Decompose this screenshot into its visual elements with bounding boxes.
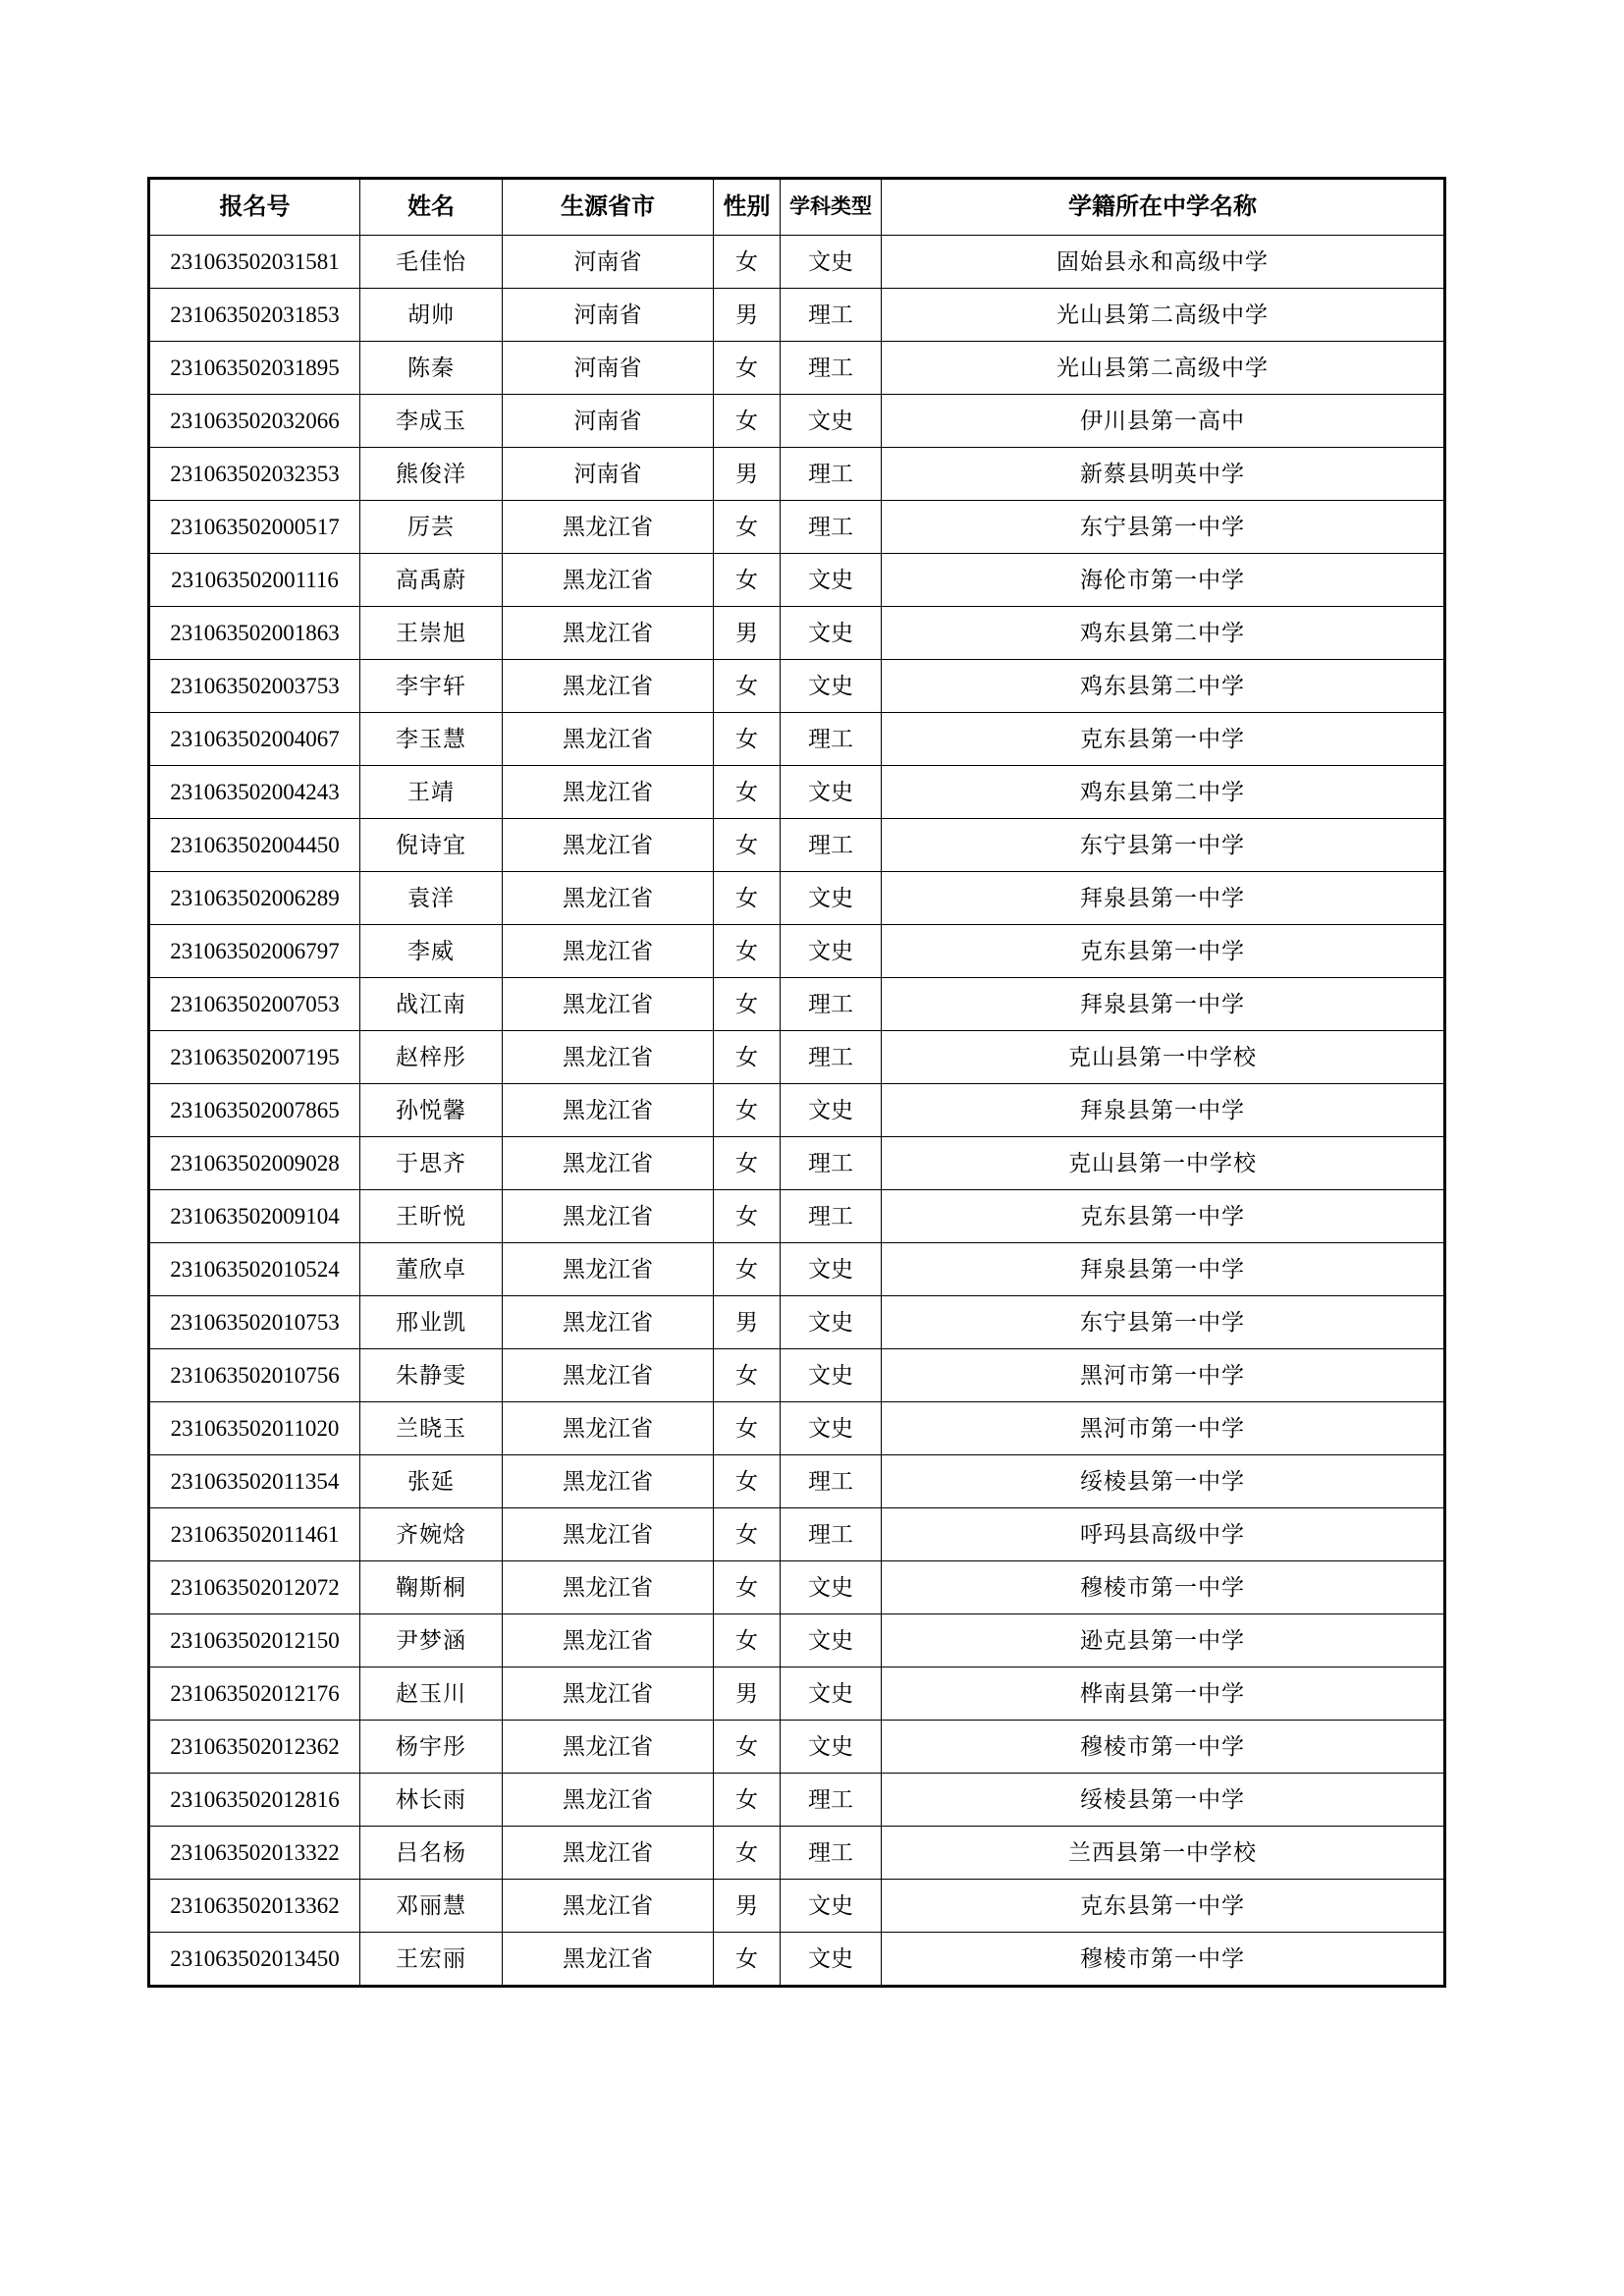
cell-province: 黑龙江省 (503, 1243, 714, 1296)
cell-subject-type: 文史 (781, 1721, 882, 1774)
table-row (149, 872, 1445, 925)
cell-school: 绥棱县第一中学 (882, 1455, 1445, 1508)
cell-name: 李玉慧 (360, 713, 503, 766)
cell-province: 黑龙江省 (503, 1190, 714, 1243)
cell-province: 黑龙江省 (503, 554, 714, 607)
cell-gender: 女 (714, 925, 781, 978)
table-row (149, 1243, 1445, 1296)
column-header-subject-type: 学科类型 (781, 179, 882, 236)
cell-subject-type: 文史 (781, 1296, 882, 1349)
cell-gender: 女 (714, 1402, 781, 1455)
cell-school: 穆棱市第一中学 (882, 1721, 1445, 1774)
cell-gender: 女 (714, 1349, 781, 1402)
cell-province: 黑龙江省 (503, 766, 714, 819)
cell-subject-type: 理工 (781, 978, 882, 1031)
cell-province: 河南省 (503, 395, 714, 448)
cell-gender: 女 (714, 978, 781, 1031)
cell-subject-type: 文史 (781, 766, 882, 819)
table-row (149, 766, 1445, 819)
cell-name: 赵梓彤 (360, 1031, 503, 1084)
cell-school: 克山县第一中学校 (882, 1031, 1445, 1084)
cell-name: 王崇旭 (360, 607, 503, 660)
cell-name: 吕名杨 (360, 1827, 503, 1880)
cell-registration-id: 231063502001116 (149, 554, 360, 607)
cell-name: 尹梦涵 (360, 1614, 503, 1667)
cell-registration-id: 231063502009028 (149, 1137, 360, 1190)
cell-province: 黑龙江省 (503, 501, 714, 554)
cell-registration-id: 231063502012150 (149, 1614, 360, 1667)
cell-name: 袁洋 (360, 872, 503, 925)
cell-registration-id: 231063502012176 (149, 1667, 360, 1721)
cell-gender: 女 (714, 1774, 781, 1827)
cell-gender: 男 (714, 1880, 781, 1933)
cell-school: 克山县第一中学校 (882, 1137, 1445, 1190)
cell-province: 黑龙江省 (503, 660, 714, 713)
cell-registration-id: 231063502007053 (149, 978, 360, 1031)
cell-registration-id: 231063502012362 (149, 1721, 360, 1774)
cell-subject-type: 理工 (781, 1827, 882, 1880)
table-row (149, 236, 1445, 289)
column-header-registration-id: 报名号 (149, 179, 360, 236)
table-row (149, 395, 1445, 448)
cell-school: 克东县第一中学 (882, 925, 1445, 978)
cell-province: 黑龙江省 (503, 1827, 714, 1880)
cell-subject-type: 理工 (781, 342, 882, 395)
cell-registration-id: 231063502010753 (149, 1296, 360, 1349)
cell-registration-id: 231063502031853 (149, 289, 360, 342)
cell-subject-type: 理工 (781, 448, 882, 501)
table-row (149, 660, 1445, 713)
cell-province: 黑龙江省 (503, 1614, 714, 1667)
cell-subject-type: 文史 (781, 1614, 882, 1667)
cell-gender: 女 (714, 1508, 781, 1561)
table-row (149, 448, 1445, 501)
table-row (149, 1667, 1445, 1721)
cell-province: 黑龙江省 (503, 925, 714, 978)
cell-gender: 女 (714, 1031, 781, 1084)
cell-gender: 男 (714, 607, 781, 660)
cell-name: 董欣卓 (360, 1243, 503, 1296)
table-row (149, 1349, 1445, 1402)
cell-name: 李威 (360, 925, 503, 978)
cell-name: 王靖 (360, 766, 503, 819)
table-row (149, 1296, 1445, 1349)
cell-registration-id: 231063502013450 (149, 1933, 360, 1987)
cell-school: 鸡东县第二中学 (882, 607, 1445, 660)
cell-school: 绥棱县第一中学 (882, 1774, 1445, 1827)
table-row (149, 554, 1445, 607)
cell-province: 黑龙江省 (503, 1137, 714, 1190)
cell-province: 黑龙江省 (503, 1031, 714, 1084)
cell-province: 黑龙江省 (503, 1933, 714, 1987)
table-row (149, 1933, 1445, 1987)
table-row (149, 1614, 1445, 1667)
table-header (149, 179, 1445, 236)
cell-province: 黑龙江省 (503, 1508, 714, 1561)
cell-gender: 女 (714, 236, 781, 289)
cell-subject-type: 文史 (781, 872, 882, 925)
cell-gender: 女 (714, 1933, 781, 1987)
table-row (149, 819, 1445, 872)
table-row (149, 1455, 1445, 1508)
table-row (149, 925, 1445, 978)
cell-subject-type: 理工 (781, 1137, 882, 1190)
cell-gender: 女 (714, 1455, 781, 1508)
cell-school: 黑河市第一中学 (882, 1402, 1445, 1455)
cell-school: 海伦市第一中学 (882, 554, 1445, 607)
cell-school: 克东县第一中学 (882, 713, 1445, 766)
column-header-school: 学籍所在中学名称 (882, 179, 1445, 236)
cell-school: 逊克县第一中学 (882, 1614, 1445, 1667)
cell-school: 拜泉县第一中学 (882, 872, 1445, 925)
table-row (149, 1880, 1445, 1933)
cell-school: 拜泉县第一中学 (882, 1243, 1445, 1296)
cell-province: 黑龙江省 (503, 1084, 714, 1137)
cell-province: 黑龙江省 (503, 819, 714, 872)
cell-gender: 女 (714, 501, 781, 554)
cell-province: 黑龙江省 (503, 1296, 714, 1349)
cell-gender: 女 (714, 819, 781, 872)
cell-province: 河南省 (503, 448, 714, 501)
cell-gender: 男 (714, 289, 781, 342)
cell-gender: 女 (714, 342, 781, 395)
cell-name: 齐婉焓 (360, 1508, 503, 1561)
cell-subject-type: 理工 (781, 713, 882, 766)
cell-subject-type: 理工 (781, 819, 882, 872)
column-header-gender: 性别 (714, 179, 781, 236)
cell-school: 穆棱市第一中学 (882, 1561, 1445, 1614)
cell-school: 拜泉县第一中学 (882, 978, 1445, 1031)
cell-name: 熊俊洋 (360, 448, 503, 501)
column-header-province: 生源省市 (503, 179, 714, 236)
cell-name: 杨宇彤 (360, 1721, 503, 1774)
cell-registration-id: 231063502013362 (149, 1880, 360, 1933)
cell-school: 伊川县第一高中 (882, 395, 1445, 448)
cell-registration-id: 231063502013322 (149, 1827, 360, 1880)
cell-registration-id: 231063502012816 (149, 1774, 360, 1827)
cell-name: 陈秦 (360, 342, 503, 395)
header-row (149, 179, 1445, 236)
cell-gender: 女 (714, 1561, 781, 1614)
cell-name: 邓丽慧 (360, 1880, 503, 1933)
cell-subject-type: 理工 (781, 1774, 882, 1827)
cell-school: 光山县第二高级中学 (882, 289, 1445, 342)
cell-province: 黑龙江省 (503, 607, 714, 660)
cell-province: 河南省 (503, 342, 714, 395)
cell-school: 新蔡县明英中学 (882, 448, 1445, 501)
cell-registration-id: 231063502010524 (149, 1243, 360, 1296)
cell-registration-id: 231063502031581 (149, 236, 360, 289)
cell-gender: 女 (714, 713, 781, 766)
cell-school: 兰西县第一中学校 (882, 1827, 1445, 1880)
applicant-roster-table (147, 177, 1446, 1988)
cell-subject-type: 理工 (781, 1190, 882, 1243)
cell-subject-type: 文史 (781, 660, 882, 713)
cell-name: 张延 (360, 1455, 503, 1508)
table-row (149, 1402, 1445, 1455)
cell-name: 邢业凯 (360, 1296, 503, 1349)
cell-name: 于思齐 (360, 1137, 503, 1190)
cell-school: 黑河市第一中学 (882, 1349, 1445, 1402)
cell-school: 克东县第一中学 (882, 1880, 1445, 1933)
cell-school: 拜泉县第一中学 (882, 1084, 1445, 1137)
cell-province: 河南省 (503, 236, 714, 289)
cell-province: 黑龙江省 (503, 1455, 714, 1508)
cell-registration-id: 231063502010756 (149, 1349, 360, 1402)
cell-name: 王昕悦 (360, 1190, 503, 1243)
table-row (149, 1190, 1445, 1243)
cell-name: 李成玉 (360, 395, 503, 448)
cell-subject-type: 文史 (781, 1243, 882, 1296)
cell-subject-type: 文史 (781, 554, 882, 607)
table-row (149, 1137, 1445, 1190)
cell-registration-id: 231063502004067 (149, 713, 360, 766)
cell-province: 河南省 (503, 289, 714, 342)
cell-subject-type: 文史 (781, 395, 882, 448)
cell-school: 克东县第一中学 (882, 1190, 1445, 1243)
cell-subject-type: 文史 (781, 925, 882, 978)
cell-gender: 女 (714, 1243, 781, 1296)
cell-name: 毛佳怡 (360, 236, 503, 289)
cell-school: 固始县永和高级中学 (882, 236, 1445, 289)
table-row (149, 1031, 1445, 1084)
cell-name: 高禹蔚 (360, 554, 503, 607)
cell-registration-id: 231063502031895 (149, 342, 360, 395)
cell-name: 李宇轩 (360, 660, 503, 713)
cell-registration-id: 231063502004243 (149, 766, 360, 819)
cell-school: 东宁县第一中学 (882, 501, 1445, 554)
cell-subject-type: 理工 (781, 1508, 882, 1561)
cell-subject-type: 文史 (781, 1667, 882, 1721)
cell-gender: 女 (714, 1137, 781, 1190)
cell-registration-id: 231063502011354 (149, 1455, 360, 1508)
cell-province: 黑龙江省 (503, 872, 714, 925)
cell-registration-id: 231063502007865 (149, 1084, 360, 1137)
cell-subject-type: 文史 (781, 607, 882, 660)
cell-subject-type: 文史 (781, 1349, 882, 1402)
cell-name: 兰晓玉 (360, 1402, 503, 1455)
cell-subject-type: 文史 (781, 1402, 882, 1455)
cell-subject-type: 理工 (781, 1455, 882, 1508)
cell-school: 穆棱市第一中学 (882, 1933, 1445, 1987)
cell-registration-id: 231063502006797 (149, 925, 360, 978)
cell-school: 光山县第二高级中学 (882, 342, 1445, 395)
cell-registration-id: 231063502003753 (149, 660, 360, 713)
cell-registration-id: 231063502011020 (149, 1402, 360, 1455)
table-row (149, 978, 1445, 1031)
cell-school: 鸡东县第二中学 (882, 766, 1445, 819)
cell-registration-id: 231063502032066 (149, 395, 360, 448)
table-row (149, 607, 1445, 660)
table-row (149, 1508, 1445, 1561)
cell-school: 鸡东县第二中学 (882, 660, 1445, 713)
cell-school: 东宁县第一中学 (882, 819, 1445, 872)
cell-gender: 女 (714, 872, 781, 925)
cell-gender: 女 (714, 554, 781, 607)
cell-registration-id: 231063502009104 (149, 1190, 360, 1243)
cell-gender: 男 (714, 1296, 781, 1349)
cell-province: 黑龙江省 (503, 1349, 714, 1402)
cell-gender: 男 (714, 448, 781, 501)
cell-subject-type: 文史 (781, 1561, 882, 1614)
cell-province: 黑龙江省 (503, 713, 714, 766)
table-row (149, 1774, 1445, 1827)
cell-name: 赵玉川 (360, 1667, 503, 1721)
cell-province: 黑龙江省 (503, 1402, 714, 1455)
cell-registration-id: 231063502007195 (149, 1031, 360, 1084)
cell-gender: 女 (714, 1827, 781, 1880)
cell-registration-id: 231063502006289 (149, 872, 360, 925)
cell-registration-id: 231063502012072 (149, 1561, 360, 1614)
cell-province: 黑龙江省 (503, 1774, 714, 1827)
cell-gender: 女 (714, 395, 781, 448)
table-row (149, 1084, 1445, 1137)
cell-gender: 女 (714, 1614, 781, 1667)
table-row (149, 1561, 1445, 1614)
cell-gender: 女 (714, 766, 781, 819)
table-row (149, 289, 1445, 342)
table-row (149, 1827, 1445, 1880)
table-row (149, 342, 1445, 395)
cell-province: 黑龙江省 (503, 978, 714, 1031)
cell-registration-id: 231063502032353 (149, 448, 360, 501)
cell-province: 黑龙江省 (503, 1721, 714, 1774)
cell-name: 朱静雯 (360, 1349, 503, 1402)
cell-subject-type: 理工 (781, 1031, 882, 1084)
cell-name: 鞠斯桐 (360, 1561, 503, 1614)
table-row (149, 501, 1445, 554)
cell-registration-id: 231063502001863 (149, 607, 360, 660)
cell-school: 桦南县第一中学 (882, 1667, 1445, 1721)
cell-registration-id: 231063502000517 (149, 501, 360, 554)
cell-registration-id: 231063502004450 (149, 819, 360, 872)
cell-subject-type: 文史 (781, 1933, 882, 1987)
cell-gender: 女 (714, 1190, 781, 1243)
cell-gender: 男 (714, 1667, 781, 1721)
cell-name: 厉芸 (360, 501, 503, 554)
cell-subject-type: 文史 (781, 1084, 882, 1137)
cell-gender: 女 (714, 1721, 781, 1774)
cell-subject-type: 文史 (781, 1880, 882, 1933)
cell-school: 呼玛县高级中学 (882, 1508, 1445, 1561)
cell-subject-type: 理工 (781, 501, 882, 554)
cell-name: 胡帅 (360, 289, 503, 342)
cell-name: 王宏丽 (360, 1933, 503, 1987)
cell-name: 战江南 (360, 978, 503, 1031)
cell-gender: 女 (714, 660, 781, 713)
cell-name: 林长雨 (360, 1774, 503, 1827)
cell-registration-id: 231063502011461 (149, 1508, 360, 1561)
cell-subject-type: 文史 (781, 236, 882, 289)
cell-school: 东宁县第一中学 (882, 1296, 1445, 1349)
table-row (149, 1721, 1445, 1774)
cell-province: 黑龙江省 (503, 1561, 714, 1614)
column-header-name: 姓名 (360, 179, 503, 236)
cell-gender: 女 (714, 1084, 781, 1137)
cell-subject-type: 理工 (781, 289, 882, 342)
table-row (149, 713, 1445, 766)
table-body (149, 236, 1445, 1987)
cell-name: 倪诗宜 (360, 819, 503, 872)
cell-province: 黑龙江省 (503, 1667, 714, 1721)
cell-province: 黑龙江省 (503, 1880, 714, 1933)
cell-name: 孙悦馨 (360, 1084, 503, 1137)
